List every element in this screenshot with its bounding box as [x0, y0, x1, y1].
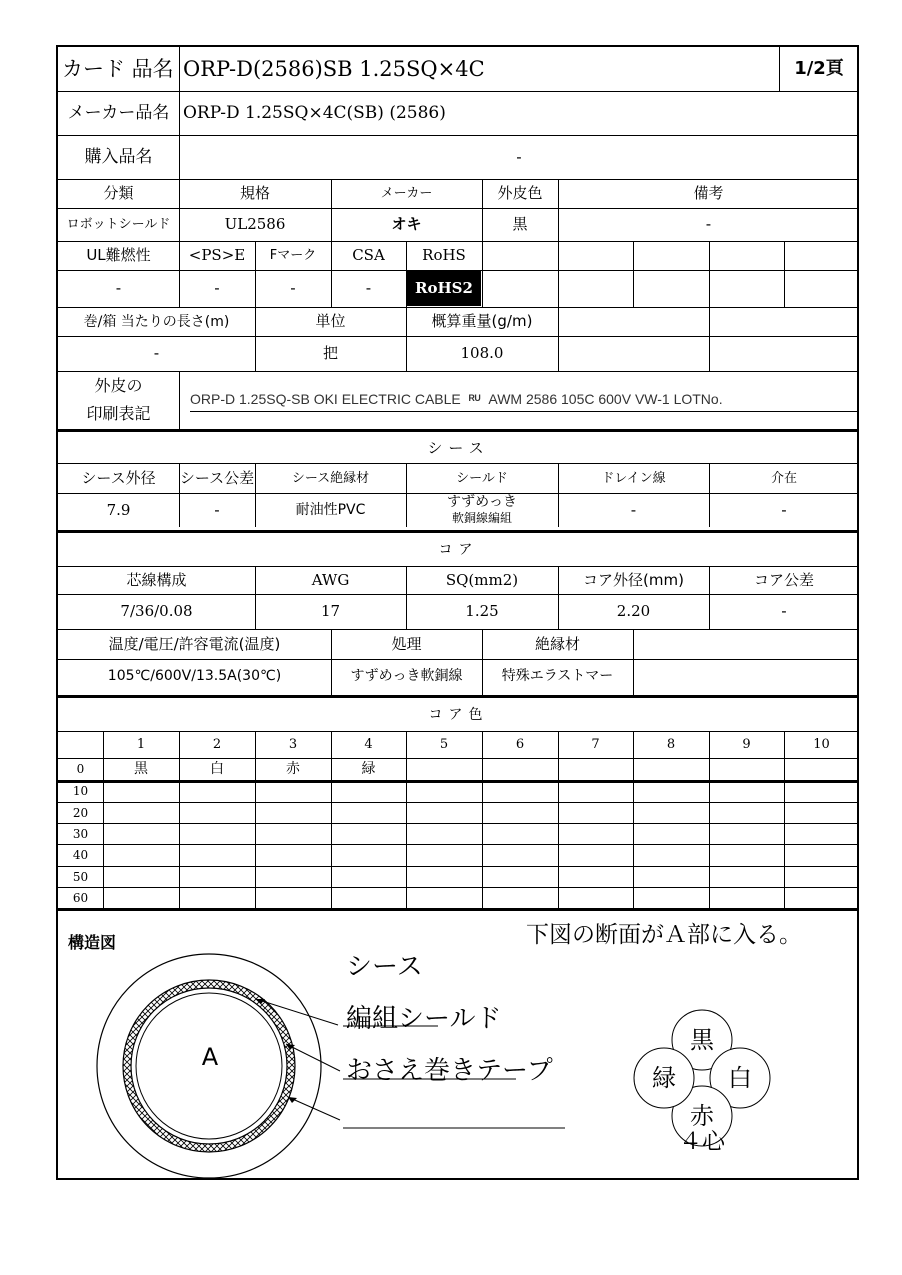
core-color-cell: [558, 866, 633, 887]
core-color-cell: [482, 844, 558, 866]
class-value-remarks: -: [705, 215, 712, 233]
core-color-col-8: 8: [666, 736, 676, 752]
core-color-cell: [255, 802, 331, 823]
print-label-line1: 外皮の: [94, 376, 143, 395]
print-marking-text: [190, 387, 858, 412]
core-value-awg: 17: [320, 601, 341, 620]
approval-value-csa: -: [365, 279, 372, 297]
approval-header-fmark: Fマーク: [269, 248, 317, 263]
sheath-header-od: シース外径: [81, 468, 156, 487]
core-color-cell: [633, 780, 709, 802]
core-color-row-label: 50: [72, 869, 89, 884]
core-value-sq: 1.25: [465, 601, 499, 620]
core-color-cell: [709, 758, 784, 780]
class-value-bunrui: ロボットシールド: [66, 217, 171, 232]
sheath-value-shield: [406, 493, 558, 527]
core-header-sq: SQ(mm2): [445, 570, 519, 589]
core-color-cell: [255, 780, 331, 802]
class-header-color: 外皮色: [497, 184, 543, 202]
core-color-cell: [482, 758, 558, 780]
class-header-bunrui: 分類: [103, 184, 134, 202]
core-header-awg: AWG: [311, 570, 350, 589]
card-name-label: カード 品名: [62, 56, 174, 81]
card-name-value: ORP-D(2586)SB 1.25SQ×4C: [183, 56, 485, 81]
core-header-strand: 芯線構成: [126, 570, 187, 589]
core-color-col-6: 6: [515, 736, 525, 752]
core-value-od: 2.20: [616, 601, 651, 620]
sheath-value-drain: -: [630, 500, 637, 519]
weight-header: 概算重量(g/m): [431, 312, 533, 330]
core-color-cell: [482, 802, 558, 823]
core-color-cell: [179, 780, 255, 802]
core-color-cell: [331, 866, 406, 887]
core-color-row-label: 20: [72, 805, 89, 820]
sheath-header-filler: 介在: [770, 470, 797, 486]
core-value-insulation: 特殊エラストマー: [501, 668, 614, 684]
core-value-strand: 7/36/0.08: [120, 601, 193, 620]
core-color-cell: [103, 887, 179, 908]
core-value-temp: 105℃/600V/13.5A(30℃): [107, 668, 282, 684]
approval-header-pse: <PS>E: [188, 246, 246, 264]
core-color-cell: [331, 887, 406, 908]
core-color-cell: 赤: [286, 761, 300, 777]
sheath-value-tol: -: [214, 500, 220, 519]
page-number: 1/2頁: [794, 58, 844, 79]
core-color-cell: [784, 844, 859, 866]
core-color-cell: [558, 758, 633, 780]
core-color-cell: [331, 802, 406, 823]
core-color-cell: [558, 887, 633, 908]
core-color-cell: [331, 823, 406, 844]
core-header-treatment: 処理: [391, 634, 422, 653]
core-color-cell: [709, 823, 784, 844]
length-header: 巻/箱 当たりの長さ(m): [83, 313, 230, 330]
structure-title: 構造図: [68, 933, 117, 952]
core-color-cell: [103, 802, 179, 823]
label-sheath: シース: [346, 952, 423, 982]
core-header-temp: 温度/電圧/許容電流(温度): [108, 634, 281, 653]
class-value-kikaku: UL2586: [224, 215, 286, 233]
sheath-header-shield: シールド: [456, 470, 508, 486]
core-color-cell: [709, 802, 784, 823]
core-color-cell: [482, 823, 558, 844]
core-value-treatment: すずめっき軟銅線: [350, 668, 463, 684]
print-text-after: AWM 2586 105C 600V VW-1 LOTNo.: [488, 391, 723, 407]
core-color-cell: [406, 802, 482, 823]
core-color-cell: [103, 780, 179, 802]
core-color-cell: [633, 823, 709, 844]
rohs2-badge: RoHS2: [407, 271, 481, 306]
core-color-cell: [709, 866, 784, 887]
core-color-cell: [179, 844, 255, 866]
core-color-cell: [784, 802, 859, 823]
core-color-cell: 緑: [361, 761, 376, 777]
print-label-line2: 印刷表記: [86, 404, 151, 423]
print-text-before: ORP-D 1.25SQ-SB OKI ELECTRIC CABLE: [190, 391, 461, 407]
core-label-black: 黒: [690, 1026, 714, 1054]
core-color-cell: 黒: [134, 761, 148, 777]
weight-value: 108.0: [460, 344, 504, 362]
sheath-value-insulation: 耐油性PVC: [295, 502, 366, 518]
core-header-tol: コア公差: [753, 570, 814, 589]
approval-value-pse: -: [214, 279, 220, 297]
core-color-col-7: 7: [591, 736, 600, 752]
core-color-row-label: 40: [72, 848, 89, 862]
shield-line1: すずめっき: [447, 494, 517, 510]
core-color-cell: [255, 844, 331, 866]
core-color-cell: [709, 887, 784, 908]
sheath-header-tol: シース公差: [179, 468, 255, 487]
core-value-tol: -: [781, 601, 787, 620]
sheath-value-filler: -: [781, 500, 787, 519]
class-header-maker: メーカー: [380, 186, 433, 201]
core-color-col-3: 3: [288, 736, 298, 752]
structure-note: 下図の断面がＡ部に入る。: [526, 921, 802, 948]
core-label-red: 赤: [690, 1102, 714, 1130]
label-binder-tape: おさえ巻きテープ: [346, 1056, 553, 1086]
print-label: [58, 371, 179, 429]
core-color-col-4: 4: [364, 736, 373, 752]
purchase-name-label: 購入品名: [84, 146, 153, 167]
core-color-cell: [558, 780, 633, 802]
core-color-cell: [482, 780, 558, 802]
core-color-cell: [103, 844, 179, 866]
core-color-cell: [784, 823, 859, 844]
core-color-cell: [255, 866, 331, 887]
approval-value-fmark: -: [290, 279, 296, 297]
core-color-cell: [103, 866, 179, 887]
core-color-cell: [179, 887, 255, 908]
core-color-col-1: 1: [136, 736, 146, 752]
core-color-cell: [331, 780, 406, 802]
label-center-a: A: [201, 1043, 219, 1071]
core-color-cell: [784, 887, 859, 908]
core-color-cell: [784, 866, 859, 887]
core-color-cell: [558, 844, 633, 866]
core-color-row-label: 60: [72, 890, 89, 905]
core-color-cell: [103, 823, 179, 844]
core-color-cell: [482, 866, 558, 887]
core-color-cell: [709, 780, 784, 802]
unit-value: 把: [322, 344, 338, 362]
core-color-cell: [633, 802, 709, 823]
core-color-col-2: 2: [212, 736, 222, 752]
length-value: -: [153, 344, 160, 362]
ul-recognized-icon: ᴿᵁ: [468, 391, 481, 407]
core-color-cell: [179, 866, 255, 887]
spec-sheet: [56, 45, 859, 1180]
approval-header-ul: UL難燃性: [86, 246, 151, 264]
approval-value-ul: -: [115, 279, 122, 297]
core-color-col-5: 5: [439, 736, 449, 752]
core-color-cell: [406, 758, 482, 780]
core-section-title: コア: [438, 542, 479, 558]
core-color-cell: [255, 887, 331, 908]
core-color-cell: [406, 866, 482, 887]
core-color-title: コア色: [428, 707, 489, 723]
sheath-value-od: 7.9: [106, 500, 131, 519]
sheath-header-insulation: シース絶縁材: [291, 470, 370, 486]
core-color-cell: [255, 823, 331, 844]
core-color-cell: [709, 844, 784, 866]
core-header-insulation: 絶縁材: [534, 634, 580, 653]
core-color-cell: [784, 758, 859, 780]
core-label-white: 白: [728, 1064, 752, 1092]
core-color-col-10: 10: [813, 736, 830, 752]
core-color-cell: 白: [210, 761, 224, 777]
core-color-row-label: 10: [72, 784, 89, 798]
class-header-remarks: 備考: [693, 184, 724, 202]
core-color-cell: [406, 844, 482, 866]
core-color-cell: [179, 823, 255, 844]
core-color-cell: [406, 887, 482, 908]
approval-header-csa: CSA: [352, 246, 385, 264]
core-color-row-label: 0: [76, 762, 85, 776]
core-header-od: コア外径(mm): [583, 570, 684, 589]
class-header-kikaku: 規格: [239, 184, 270, 202]
maker-name-label: メーカー品名: [67, 102, 170, 123]
core-color-cell: [633, 844, 709, 866]
sheath-header-drain: ドレイン線: [601, 470, 666, 486]
core-color-cell: [331, 844, 406, 866]
core-color-cell: [633, 866, 709, 887]
maker-name-value: ORP-D 1.25SQ×4C(SB) (2586): [183, 102, 446, 123]
core-color-cell: [633, 758, 709, 780]
core-color-cell: [784, 780, 859, 802]
unit-header: 単位: [315, 312, 346, 330]
label-braid-shield: 編組シールド: [346, 1004, 502, 1034]
core-color-cell: [406, 780, 482, 802]
core-color-cell: [406, 823, 482, 844]
core-color-cell: [179, 802, 255, 823]
sheath-section-title: シース: [427, 438, 490, 457]
purchase-name-value: -: [516, 147, 522, 166]
core-color-row-label: 30: [72, 826, 89, 841]
core-label-green: 緑: [652, 1064, 676, 1092]
core-color-col-9: 9: [742, 736, 751, 752]
core-color-cell: [558, 823, 633, 844]
class-value-color: 黒: [512, 215, 528, 233]
class-value-maker: オキ: [391, 215, 422, 233]
core-count: ４心: [679, 1128, 725, 1155]
core-color-cell: [633, 887, 709, 908]
approval-header-rohs: RoHS: [422, 246, 466, 264]
core-color-cell: [482, 887, 558, 908]
shield-line2: 軟銅線編組: [451, 511, 512, 525]
core-color-cell: [558, 802, 633, 823]
